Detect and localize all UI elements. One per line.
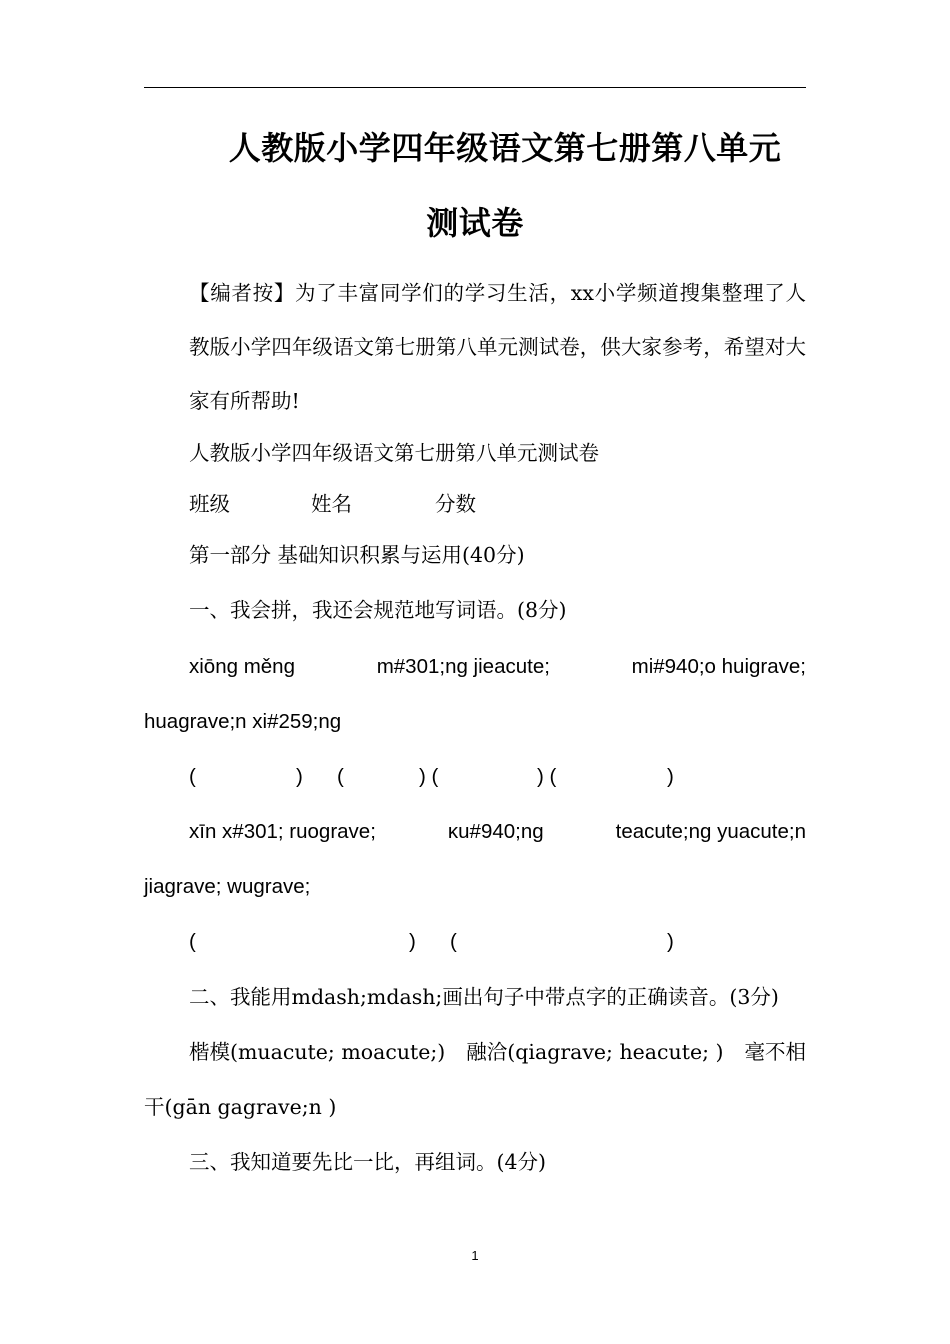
pinyin-item: mi#940;o huigrave; <box>631 655 806 678</box>
question-2-items-wrap: 干(gān gagrave;n ) <box>144 1095 337 1119</box>
question-2-item: 楷模(muacute; moacute;) <box>189 1040 446 1064</box>
blank-close: ) <box>409 930 416 953</box>
question-2-heading: 二、我能用mdash;mdash;画出句子中带点字的正确读音。(3分) <box>189 985 779 1009</box>
question-2-items-row <box>144 1038 806 1066</box>
blank-open: ( <box>189 765 196 788</box>
name-field-label: 姓名 <box>311 492 352 516</box>
question-1-heading: 一、我会拼，我还会规范地写词语。(8分) <box>189 598 567 622</box>
question-2-item: 毫不相 <box>744 1040 806 1064</box>
blank-divider: ) ( <box>537 765 557 788</box>
question-1-answer-blanks-row-1 <box>144 763 806 791</box>
score-field-label: 分数 <box>435 492 476 516</box>
pinyin-item: xīn x#301; ruograve; <box>189 820 376 843</box>
blank-open: ( <box>189 930 196 953</box>
pinyin-item: m#301;ng jieacute; <box>376 655 550 678</box>
part-one-heading: 第一部分 基础知识积累与运用(40分) <box>189 543 525 567</box>
student-info-row <box>144 490 806 518</box>
document-title-line-1: 人教版小学四年级语文第七册第八单元 <box>228 129 782 167</box>
question-1-pinyin-row-1-wrap: huagrave;n xi#259;ng <box>144 710 342 733</box>
question-2-item: 融洽(qiagrave; heacute; ) <box>466 1040 724 1064</box>
blank-close: ) <box>667 930 674 953</box>
question-1-pinyin-row-2-wrap: jiagrave; wugrave; <box>144 875 311 898</box>
test-title: 人教版小学四年级语文第七册第八单元测试卷 <box>189 441 599 465</box>
blank-close: ) <box>296 765 303 788</box>
blank-close: ) <box>667 765 674 788</box>
editor-note-paragraph: 【编者按】为了丰富同学们的学习生活，xx小学频道搜集整理了人教版小学四年级语文第七册第八单元测试卷，供大家参考，希望对大家有所帮助! <box>189 281 806 413</box>
pinyin-item: xiōng měng <box>189 655 295 678</box>
question-3-heading: 三、我知道要先比一比，再组词。(4分) <box>189 1150 547 1174</box>
blank-open: ( <box>337 765 344 788</box>
pinyin-item: κu#940;ng <box>447 820 544 843</box>
blank-divider: ) ( <box>419 765 439 788</box>
question-1-answer-blanks-row-2 <box>144 928 806 956</box>
question-1-pinyin-row-2 <box>144 818 806 846</box>
document-title-line-2: 测试卷 <box>426 204 524 242</box>
page-number: 1 <box>471 1248 479 1263</box>
class-field-label: 班级 <box>189 492 230 516</box>
pinyin-item: teacute;ng yuacute;n <box>615 820 806 843</box>
question-1-pinyin-row-1 <box>144 653 806 681</box>
blank-open: ( <box>450 930 457 953</box>
header-rule <box>144 87 806 88</box>
